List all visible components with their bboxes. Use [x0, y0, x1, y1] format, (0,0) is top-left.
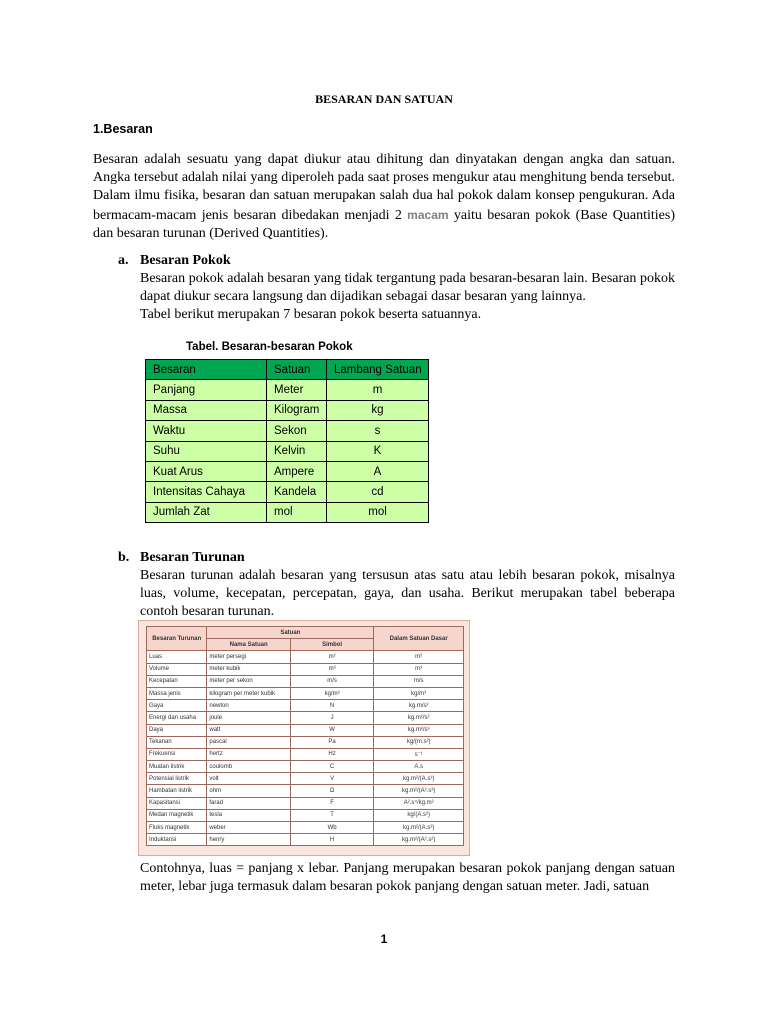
cell-nama-satuan: meter persegi: [207, 651, 291, 663]
cell-simbol: Pa: [290, 736, 373, 748]
table-row: [147, 834, 464, 846]
cell-satuan: Kandela: [267, 482, 327, 502]
cell-nama-satuan: meter kubik: [207, 663, 291, 675]
derived-table-body: [147, 651, 464, 846]
cell-simbol: Wb: [290, 822, 373, 834]
table-intro: Tabel berikut merupakan 7 besaran pokok beserta satuannya.: [140, 307, 482, 323]
intro-text: Besaran adalah sesuatu yang dapat diukur atau dihitung dan dinyatakan dengan angka dan satuan. Angka tersebut adalah nilai yang diperoleh pada saat proses mengukur atau menghitung benda tersebut. Dalam ilmu fisika, besaran dan satuan merupakan salah dua hal pokok dalam konsep pengukuran. Ada bermacam-macam jenis besaran dibedakan menjadi 2: [93, 152, 675, 223]
cell-satuan-dasar: kg.m²/s³: [374, 724, 464, 736]
cell-lambang: m: [327, 380, 429, 400]
cell-nama-satuan: tesla: [207, 809, 291, 821]
cell-satuan-dasar: m²: [374, 651, 464, 663]
cell-satuan-dasar: kg/(m.s²): [374, 736, 464, 748]
cell-satuan-dasar: A².s⁴/kg.m²: [374, 797, 464, 809]
cell-besaran: Luas: [147, 651, 207, 663]
header-satuan: Satuan: [207, 627, 374, 639]
page-number: 1: [380, 932, 388, 946]
table-row: [146, 441, 429, 461]
table-row: [147, 761, 464, 773]
header-besaran: Besaran: [146, 360, 267, 380]
cell-besaran: Frekuensi: [147, 748, 207, 760]
cell-satuan-dasar: kg.m²/(A.s³): [374, 773, 464, 785]
cell-besaran: Kecepatan: [147, 675, 207, 687]
cell-satuan-dasar: m/s: [374, 675, 464, 687]
cell-besaran: Kapasitansi: [147, 797, 207, 809]
cell-satuan-dasar: kg.m²/(A².s³): [374, 785, 464, 797]
cell-satuan: Meter: [267, 380, 327, 400]
header-lambang: Lambang Satuan: [327, 360, 429, 380]
cell-besaran: Hambatan listrik: [147, 785, 207, 797]
cell-besaran: Gaya: [147, 700, 207, 712]
cell-satuan-dasar: kg/(A.s²): [374, 809, 464, 821]
cell-besaran: Tekanan: [147, 736, 207, 748]
intro-paragraph: [93, 151, 675, 243]
table-row: [146, 380, 429, 400]
cell-lambang: cd: [327, 482, 429, 502]
cell-nama-satuan: volt: [207, 773, 291, 785]
besaran-turunan-table-image: [138, 620, 470, 856]
cell-satuan-dasar: kg.m²/(A.s²): [374, 822, 464, 834]
cell-simbol: Hz: [290, 748, 373, 760]
cell-besaran: Medan magnetik: [147, 809, 207, 821]
cell-satuan-dasar: kg.m²/s²: [374, 712, 464, 724]
cell-satuan-dasar: kg.m²/(A².s²): [374, 834, 464, 846]
header-nama-satuan: Nama Satuan: [207, 639, 291, 651]
cell-satuan: Kilogram: [267, 400, 327, 420]
table-header-row: [146, 360, 429, 380]
cell-satuan: Ampere: [267, 461, 327, 481]
cell-simbol: C: [290, 761, 373, 773]
heading-besaran: 1.Besaran: [93, 122, 153, 136]
table-row: [147, 822, 464, 834]
cell-nama-satuan: newton: [207, 700, 291, 712]
cell-nama-satuan: joule: [207, 712, 291, 724]
cell-satuan-dasar: m³: [374, 663, 464, 675]
cell-lambang: mol: [327, 502, 429, 522]
table-row: [146, 461, 429, 481]
table-row: [147, 724, 464, 736]
table-row: [147, 663, 464, 675]
cell-lambang: kg: [327, 400, 429, 420]
cell-besaran: Potensial listrik: [147, 773, 207, 785]
intro-text-end: yaitu besaran pokok (Base Quantities) dan besaran turunan (Derived Quantities).: [93, 207, 676, 241]
cell-nama-satuan: kilogram per meter kubik: [207, 687, 291, 699]
cell-nama-satuan: ohm: [207, 785, 291, 797]
cell-simbol: N: [290, 700, 373, 712]
cell-satuan: Sekon: [267, 421, 327, 441]
cell-simbol: T: [290, 809, 373, 821]
macam-link[interactable]: macam: [407, 207, 449, 222]
cell-besaran: Panjang: [146, 380, 267, 400]
cell-simbol: m³: [290, 663, 373, 675]
cell-satuan-dasar: kg/m³: [374, 687, 464, 699]
cell-besaran: Muatan listrik: [147, 761, 207, 773]
cell-simbol: J: [290, 712, 373, 724]
besaran-turunan-definition: Besaran turunan adalah besaran yang tersusun atas satu atau lebih besaran pokok, misalnya luas, volume, kecepatan, percepatan, gaya, dan usaha. Berikut merupakan tabel beberapa contoh besaran turunan.: [140, 568, 675, 620]
section-a-marker: a.: [118, 253, 129, 268]
table-row: [147, 687, 464, 699]
cell-besaran: Energi dan usaha: [147, 712, 207, 724]
cell-besaran: Massa jenis: [147, 687, 207, 699]
example-paragraph: Contohnya, luas = panjang x lebar. Panjang merupakan besaran pokok panjang dengan satuan meter, lebar juga termasuk dalam besaran pokok panjang dengan satuan meter. Jadi, satuan: [140, 861, 675, 895]
cell-simbol: F: [290, 797, 373, 809]
cell-nama-satuan: meter per sekon: [207, 675, 291, 687]
cell-satuan-dasar: s⁻¹: [374, 748, 464, 760]
cell-besaran: Daya: [147, 724, 207, 736]
cell-satuan: mol: [267, 502, 327, 522]
cell-lambang: s: [327, 421, 429, 441]
table-caption: Tabel. Besaran-besaran Pokok: [186, 341, 353, 353]
header-satuan-dasar: Dalam Satuan Dasar: [374, 627, 464, 651]
table-header-row: [147, 627, 464, 639]
cell-besaran: Jumlah Zat: [146, 502, 267, 522]
table-row: [147, 748, 464, 760]
table-row: [146, 400, 429, 420]
cell-satuan-dasar: kg.m/s²: [374, 700, 464, 712]
cell-simbol: m/s: [290, 675, 373, 687]
header-satuan: Satuan: [267, 360, 327, 380]
table-row: [147, 712, 464, 724]
cell-satuan: Kelvin: [267, 441, 327, 461]
table-row: [147, 736, 464, 748]
table-row: [147, 675, 464, 687]
cell-nama-satuan: coulomb: [207, 761, 291, 773]
cell-besaran: Induktansi: [147, 834, 207, 846]
cell-nama-satuan: henry: [207, 834, 291, 846]
table-row: [147, 797, 464, 809]
table-row: [147, 773, 464, 785]
cell-nama-satuan: pascal: [207, 736, 291, 748]
cell-besaran: Massa: [146, 400, 267, 420]
cell-nama-satuan: watt: [207, 724, 291, 736]
cell-lambang: A: [327, 461, 429, 481]
cell-nama-satuan: weber: [207, 822, 291, 834]
besaran-pokok-definition: Besaran pokok adalah besaran yang tidak tergantung pada besaran-besaran lain. Besaran pokok dapat diukur secara langsung dan dijadikan sebagai dasar besaran yang lainnya.: [140, 271, 675, 305]
cell-besaran: Waktu: [146, 421, 267, 441]
cell-besaran: Suhu: [146, 441, 267, 461]
besaran-pokok-table: [145, 359, 429, 523]
cell-besaran: Kuat Arus: [146, 461, 267, 481]
document-title: BESARAN DAN SATUAN: [315, 92, 453, 106]
table-row: [147, 785, 464, 797]
cell-nama-satuan: farad: [207, 797, 291, 809]
cell-simbol: V: [290, 773, 373, 785]
table-row: [147, 651, 464, 663]
cell-simbol: m²: [290, 651, 373, 663]
cell-simbol: H: [290, 834, 373, 846]
cell-besaran: Intensitas Cahaya: [146, 482, 267, 502]
section-a-body: [140, 270, 675, 325]
cell-lambang: K: [327, 441, 429, 461]
cell-besaran: Fluks magnetik: [147, 822, 207, 834]
cell-simbol: kg/m³: [290, 687, 373, 699]
section-b-title: Besaran Turunan: [140, 550, 245, 565]
cell-satuan-dasar: A.s: [374, 761, 464, 773]
table-row: [146, 502, 429, 522]
cell-nama-satuan: hertz: [207, 748, 291, 760]
besaran-turunan-table: [146, 626, 464, 846]
header-besaran-turunan: Besaran Turunan: [147, 627, 207, 651]
table-row: [146, 421, 429, 441]
section-b-marker: b.: [118, 550, 130, 565]
table-row: [147, 809, 464, 821]
table-row: [147, 700, 464, 712]
cell-simbol: Ω: [290, 785, 373, 797]
cell-besaran: Volume: [147, 663, 207, 675]
cell-simbol: W: [290, 724, 373, 736]
header-simbol: Simbol: [290, 639, 373, 651]
section-a-title: Besaran Pokok: [140, 253, 231, 268]
table-row: [146, 482, 429, 502]
